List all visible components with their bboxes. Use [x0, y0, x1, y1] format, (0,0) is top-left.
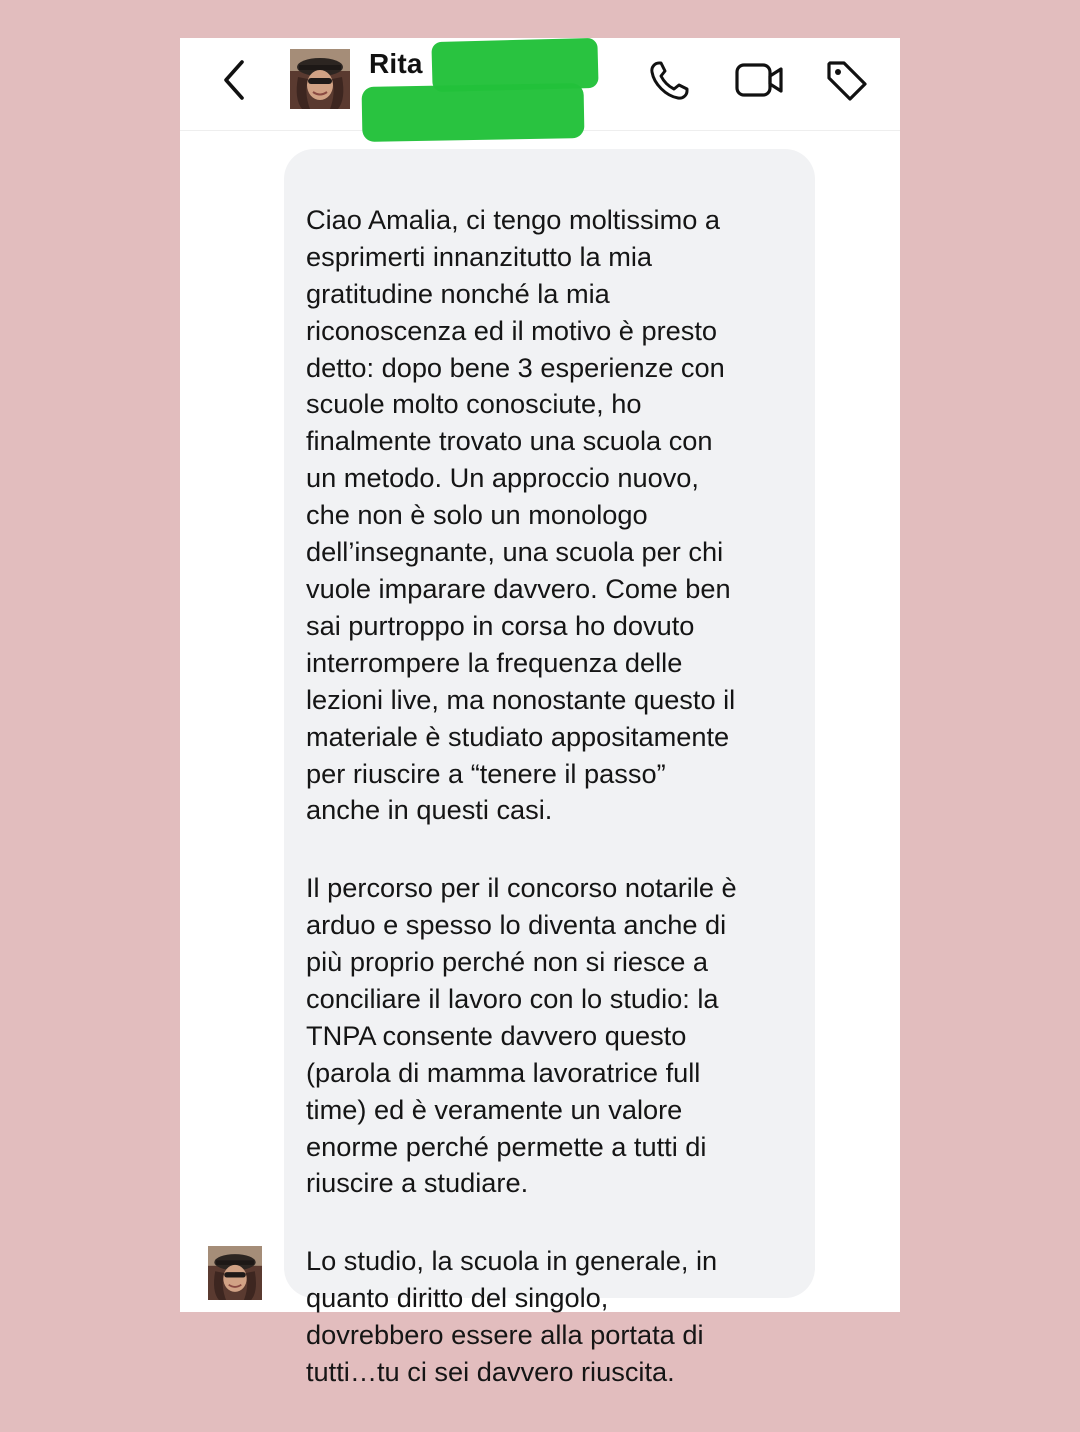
back-button[interactable]: [216, 54, 260, 106]
message-paragraph: Ciao Amalia, ci tengo moltissimo a esprimerti innanzitutto la mia gratitudine nonché la mia riconoscenza ed il motivo è presto detto: dopo bene 3 esperienze con scuole molto conosciute, ho finalmente trovato una scuola con un metodo. Un approccio nuovo, che non è solo un monologo dell’insegnante, una scuola per chi vuole imparare davvero. Come ben sai purtroppo in corsa ho dovuto interrompere la frequenza delle lezioni live, ma nonostante questo il materiale è studiato appositamente per riuscire a “tenere il passo” anche in questi casi.: [306, 203, 736, 826]
phone-icon: [646, 58, 692, 104]
message-bubble[interactable]: [284, 149, 815, 1387]
phone-call-button[interactable]: [646, 58, 692, 104]
redaction-mark: [362, 83, 585, 142]
chat-screen: [180, 38, 900, 1387]
message-paragraph: Lo studio, la scuola in generale, in quanto diritto del singolo, dovrebbero essere alla portata di tutti…tu ci sei davvero riuscita.: [306, 1245, 718, 1387]
contact-name[interactable]: Rita: [369, 48, 423, 79]
chat-header: [180, 38, 900, 131]
sender-avatar[interactable]: [208, 1246, 262, 1300]
avatar[interactable]: [290, 49, 350, 109]
tag-button[interactable]: [824, 58, 870, 104]
video-call-button[interactable]: [734, 56, 786, 104]
message-paragraph: Il percorso per il concorso notarile è arduo e spesso lo diventa anche di più proprio perché non si riesce a conciliare il lavoro con lo studio: la TNPA consente davvero questo (parola di mamma lavoratrice full time) ed è veramente un valore enorme perché permette a tutti di riuscire a studiare.: [306, 872, 737, 1199]
tag-icon: [824, 58, 870, 104]
video-camera-icon: [734, 56, 786, 104]
chevron-left-icon: [216, 54, 260, 106]
